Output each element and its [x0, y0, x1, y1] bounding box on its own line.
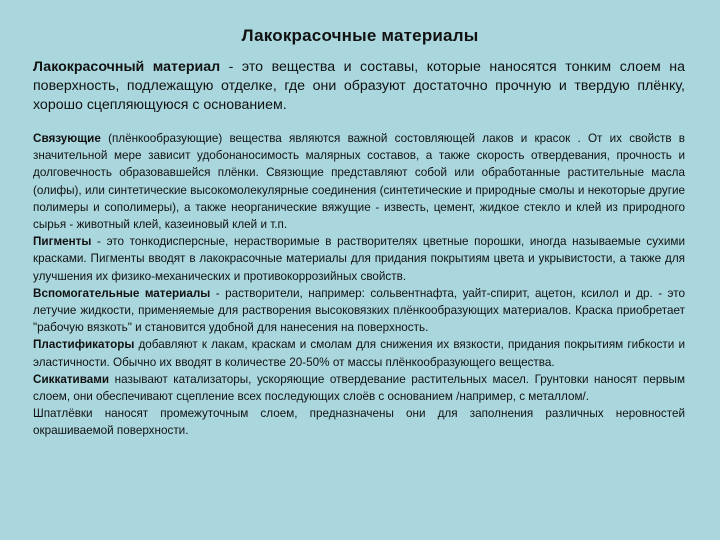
- text-putties: Шпатлёвки наносят промежуточным слоем, предназначены они для заполнения различных неровностей окрашиваемой поверхности.: [33, 407, 685, 438]
- text-pigments: - это тонкодисперсные, нерастворимые в растворителях цветные порошки, иногда называемые сухими красками. Пигменты вводят в лакокрасочные материалы для придания покрытиям цвета и укрывистости, а также для улучшения их физико-механических и противокоррозийных свойств.: [33, 235, 685, 283]
- text-plasticizers: добавляют к лакам, краскам и смолам для снижения их вязкости, придания покрытиям гибкости и эластичности. Обычно их вводят в количестве 20-50% от массы плёнкообразующего вещества.: [33, 338, 685, 369]
- term-pigments: Пигменты: [33, 235, 92, 249]
- paragraph-putties: [33, 405, 685, 439]
- term-plasticizers: Пластификаторы: [33, 338, 135, 352]
- intro-paragraph: [33, 58, 685, 115]
- term-siccatives: Сиккативами: [33, 372, 110, 386]
- paragraph-plasticizers: [33, 336, 685, 370]
- paragraph-auxiliary: [33, 285, 685, 337]
- term-auxiliary: Вспомогательные материалы: [33, 286, 211, 300]
- term-binders: Связующие: [33, 132, 101, 145]
- text-binders: (плёнкообразующие) вещества являются важной состовляющей лаков и красок . От их свойств в значительной мере зависит удобонаносимость малярных составов, а также скорость отвердевания, прочность и долговечность образовавшейся плёнки. Связющие представляют собой или обработанные растительные масла (олифы), или синтетические высокомолекулярные соединения (синтетические и природные смолы и некоторые другие полимеры и сополимеры), а также неорганические вяжущие - известь, цемент, жидкое стекло и клей из природного сырья - животный клей, казеиновый клей и т.п.: [33, 132, 685, 232]
- paragraph-binders: [33, 130, 685, 233]
- paragraph-siccatives: [33, 371, 685, 405]
- text-siccatives: называют катализаторы, ускоряющие отвердевание растительных масел. Грунтовки наносят первым слоем, они обеспечивают сцепление всех последующих слоёв с основанием /например, с металлом/.: [33, 372, 685, 404]
- intro-text: - это вещества и составы, которые наносятся тонким слоем на поверхность, подлежащую отделке, где они образуют достаточно прочную и твердую плёнку, хорошо сцепляющуюся с основанием.: [33, 59, 685, 113]
- page-title: Лакокрасочные материалы: [241, 26, 479, 45]
- paragraph-pigments: [33, 233, 685, 285]
- intro-term: Лакокрасочный материал: [33, 59, 221, 75]
- body-text: [33, 130, 685, 440]
- text-auxiliary: - растворители, например: сольвентнафта, уайт-спирит, ацетон, ксилол и др. - это летучие жидкости, применяемые для растворения высоковязких плёнкообразующих материалов. Краска приобретает "рабочую вязкоть" и становится удобной для нанесения на поверхность.: [33, 286, 685, 335]
